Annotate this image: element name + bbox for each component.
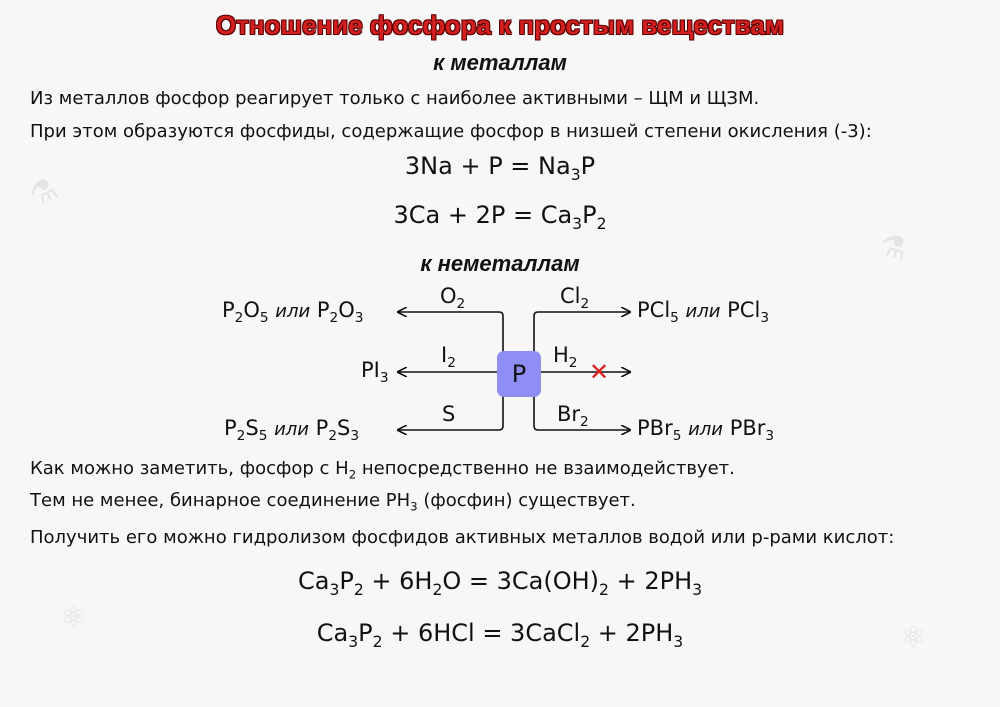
reagent-i2: $I_2$	[441, 343, 456, 372]
phosphorus-center-box: P	[497, 351, 541, 397]
equation-sodium-phosphide: $3Na + P = Na_3P$	[404, 152, 596, 184]
reagent-cl2: $Cl_2$	[560, 284, 590, 313]
background-atom-doodle: ⚛	[900, 620, 927, 655]
page-title: Отношение фосфора к простым веществам	[215, 10, 785, 40]
metals-text-line2: При этом образуются фосфиды, содержащие фосфор в низшей степени окисления (-3):	[30, 121, 872, 142]
metals-text-line1: Из металлов фосфор реагирует только с наиболее активными – ЩМ и ЩЗМ.	[30, 88, 760, 109]
metals-heading: к металлам	[433, 50, 567, 75]
background-flask-doodle: ⚗	[875, 227, 911, 268]
phosphine-text-line2: Тем не менее, бинарное соединение $PH_3$ (фосфин) существует.	[30, 490, 636, 514]
no-reaction-cross-icon: ✕	[589, 358, 610, 386]
equation-phosphide-water: $Ca_3P_2 + 6H_2O = 3Ca(OH)_2 + 2PH_3$	[297, 567, 703, 599]
product-phosphorus-iodide: $PI_3$	[361, 358, 389, 387]
phosphine-text-line3: Получить его можно гидролизом фосфидов активных металлов водой или р-рами кислот:	[30, 527, 895, 548]
phosphine-text-line1: Как можно заметить, фосфор с $H_2$ непосредственно не взаимодействует.	[30, 458, 735, 482]
product-phosphorus-oxides: $P_2O_5$ или $P_2O_3$	[222, 298, 364, 327]
reagent-br2: $Br_2$	[557, 402, 589, 431]
background-atom-doodle: ⚛	[60, 600, 87, 635]
nonmetals-heading: к неметаллам	[420, 251, 580, 276]
product-phosphorus-bromides: PBr$_5$ или PBr$_3$	[637, 416, 775, 445]
reagent-o2: $O_2$	[440, 284, 466, 313]
background-formula-doodle: ⚗	[23, 170, 64, 215]
reagent-h2: $H_2$	[553, 343, 578, 372]
equation-phosphide-hcl: $Ca_3P_2 + 6HCl$ = 3CaCl$_2$ + $2PH_3$	[316, 619, 684, 651]
reagent-s: S	[442, 402, 456, 426]
equation-calcium-phosphide: $3Ca + 2P = Ca_3P_2$	[393, 201, 607, 233]
arrow-cl2	[534, 312, 630, 360]
product-phosphorus-chlorides: PCl$_5$ или PCl$_3$	[637, 298, 769, 327]
product-phosphorus-sulfides: $P_2S_5$ или $P_2S_3$	[224, 416, 360, 445]
